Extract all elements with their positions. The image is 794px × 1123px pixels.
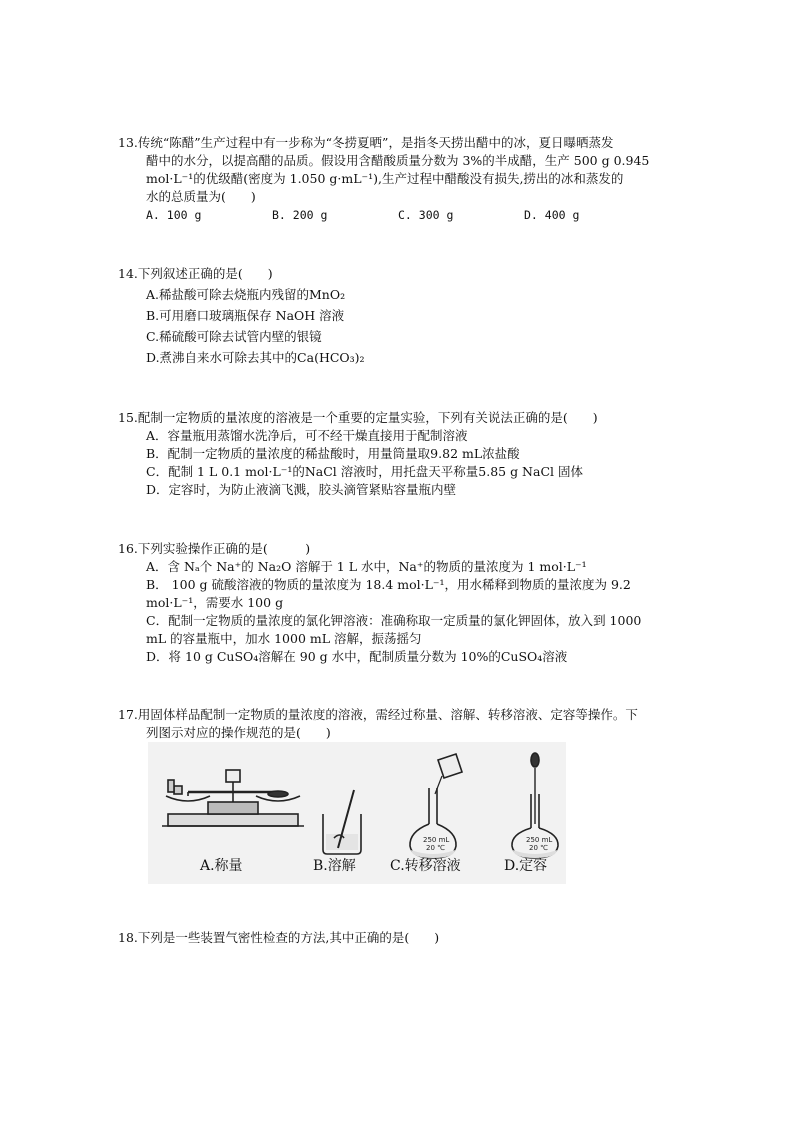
q13-option-d: D. 400 g bbox=[524, 208, 580, 222]
caption-transfer: C.转移溶液 bbox=[390, 858, 461, 874]
q17-line-2: 列图示对应的操作规范的是( ) bbox=[146, 725, 331, 740]
q16-option-b-line-2: mol·L⁻¹，需要水 100 g bbox=[146, 595, 284, 610]
flask-d-temp-label: 20 ℃ bbox=[529, 844, 548, 852]
q15-option-d: D．定容时，为防止液滴飞溅，胶头滴管紧贴容量瓶内壁 bbox=[146, 482, 457, 497]
question-18 bbox=[118, 929, 708, 947]
q14-option-a: A.稀盐酸可除去烧瓶内残留的MnO₂ bbox=[146, 287, 346, 302]
q13-line-3: mol·L⁻¹的优级醋(密度为 1.050 g·mL⁻¹),生产过程中醋酸没有损失,捞出的冰和蒸发的 bbox=[146, 171, 624, 186]
flask-c-volume-label: 250 mL bbox=[423, 836, 450, 844]
q16-option-d: D．将 10 g CuSO₄溶解在 90 g 水中，配制质量分数为 10%的CuSO₄溶液 bbox=[146, 649, 568, 664]
q16-option-b-line-1: B． 100 g 硫酸溶液的物质的量浓度为 18.4 mol·L⁻¹，用水稀释到物质的量浓度为 9.2 bbox=[146, 577, 631, 592]
q17-figure bbox=[148, 742, 566, 884]
q16-option-a: A．含 Nₐ个 Na⁺的 Na₂O 溶解于 1 L 水中，Na⁺的物质的量浓度为 1 mol·L⁻¹ bbox=[146, 559, 587, 574]
q13-option-a: A. 100 g bbox=[146, 208, 202, 222]
q15-option-b: B．配制一定物质的量浓度的稀盐酸时，用量筒量取9.82 mL浓盐酸 bbox=[146, 446, 520, 461]
balance-icon bbox=[162, 770, 304, 826]
q16-stem: 16.下列实验操作正确的是( ) bbox=[118, 541, 311, 556]
q16-option-c-line-1: C．配制一定物质的量浓度的氯化钾溶液：准确称取一定质量的氯化钾固体，放入到 1000 bbox=[146, 613, 642, 628]
flask-d-volume-label: 250 mL bbox=[526, 836, 553, 844]
flask-c-temp-label: 20 ℃ bbox=[426, 844, 445, 852]
q18-stem: 18.下列是一些装置气密性检查的方法,其中正确的是( ) bbox=[118, 930, 440, 945]
q13-line-2: 醋中的水分，以提高醋的品质。假设用含醋酸质量分数为 3%的半成醋，生产 500 g 0.945 bbox=[146, 153, 650, 168]
question-14 bbox=[118, 265, 708, 367]
q13-line-4: 水的总质量为( ) bbox=[146, 189, 256, 204]
question-13 bbox=[118, 134, 708, 224]
caption-make-up-volume: D.定容 bbox=[504, 858, 548, 874]
caption-weighing: A.称量 bbox=[200, 858, 243, 874]
q13-options bbox=[118, 206, 708, 224]
q14-stem: 14.下列叙述正确的是( ) bbox=[118, 266, 273, 281]
q14-option-c: C.稀硫酸可除去试管内壁的银镜 bbox=[146, 329, 322, 344]
q14-option-d: D.煮沸自来水可除去其中的Ca(HCO₃)₂ bbox=[146, 350, 365, 365]
q15-option-a: A．容量瓶用蒸馏水洗净后，可不经干燥直接用于配制溶液 bbox=[146, 428, 468, 443]
q17-line-1: 17.用固体样品配制一定物质的量浓度的溶液，需经过称量、溶解、转移溶液、定容等操作。下 bbox=[118, 707, 638, 722]
q16-option-c-line-2: mL 的容量瓶中，加水 1000 mL 溶解，振荡摇匀 bbox=[146, 631, 422, 646]
q15-stem: 15.配制一定物质的量浓度的溶液是一个重要的定量实验，下列有关说法正确的是( ) bbox=[118, 410, 598, 425]
q13-option-c: C. 300 g bbox=[398, 208, 454, 222]
q15-option-c: C．配制 1 L 0.1 mol·L⁻¹的NaCl 溶液时，用托盘天平称量5.85 g NaCl 固体 bbox=[146, 464, 583, 479]
q14-option-b: B.可用磨口玻璃瓶保存 NaOH 溶液 bbox=[146, 308, 345, 323]
caption-dissolving: B.溶解 bbox=[313, 858, 356, 874]
q13-line-1: 13.传统“陈醋”生产过程中有一步称为“冬捞夏晒”，是指冬天捞出醋中的冰，夏日曝晒蒸发 bbox=[118, 135, 614, 150]
question-15 bbox=[118, 409, 708, 499]
beaker-icon bbox=[323, 790, 361, 854]
question-17 bbox=[118, 706, 708, 742]
question-16 bbox=[118, 540, 708, 666]
q13-option-b: B. 200 g bbox=[272, 208, 328, 222]
